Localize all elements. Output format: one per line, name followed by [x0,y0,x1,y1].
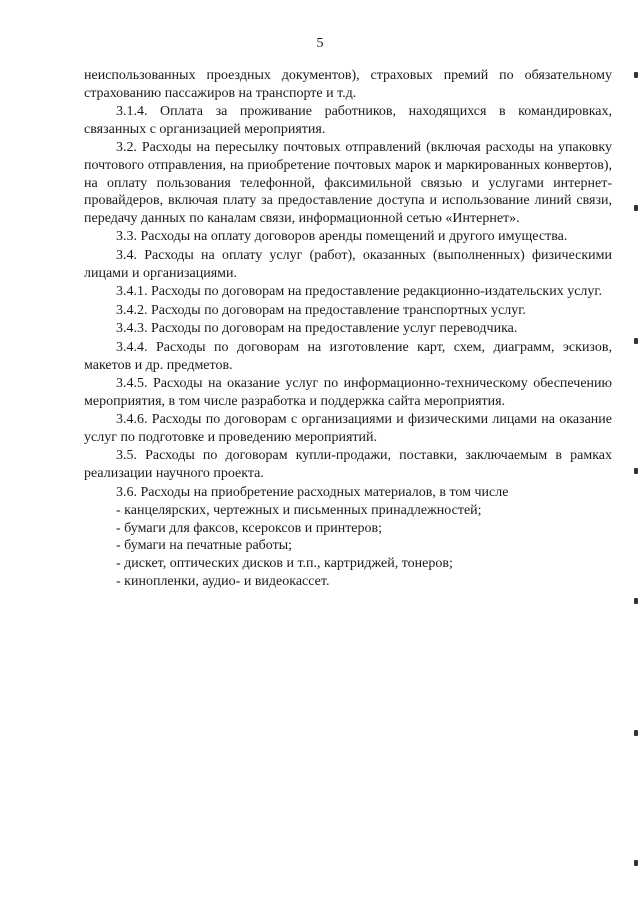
paragraph: 3.6. Расходы на приобретение расходных материалов, в том числе [116,484,509,500]
paragraph: 3.4.5. Расходы на оказание услуг по информационно-техническому обеспечению мероприятия, в том числе разработка и поддержка сайта мероприятия. [84,376,612,409]
scan-edge-mark [634,205,638,211]
paragraph: 3.4.4. Расходы по договорам на изготовление карт, схем, диаграмм, эскизов, макетов и др. предметов. [84,339,612,373]
paragraph: неиспользованных проездных документов), страховых премий по обязательному страхованию пассажиров на транспорте и т.д. [84,68,612,101]
paragraph: 3.4.1. Расходы по договорам на предоставление редакционно-издательских услуг. [116,284,603,300]
paragraph: 3.4.2. Расходы по договорам на предоставление транспортных услуг. [116,302,526,318]
list-item: - кинопленки, аудио- и видеокассет. [116,573,330,589]
paragraph: 3.4.3. Расходы по договорам на предоставление услуг переводчика. [116,321,518,337]
paragraph: 3.1.4. Оплата за проживание работников, находящихся в командировках, связанных с организацией мероприятия. [84,104,612,137]
list-item: - бумаги на печатные работы; [116,538,293,554]
paragraph: 3.2. Расходы на пересылку почтовых отправлений (включая расходы на упаковку почтового отправления, на приобретение почтовых марок и маркированных конвертов), на оплату пользования телефонной, факсимильной связью и услугами интернет-провайдеров, включая плату за предоставление доступа и использование линий связи, передачу данных по каналам связи, информационной сетью «Интернет». [84,140,612,226]
paragraph: 3.4. Расходы на оплату услуг (работ), оказанных (выполненных) физическими лицами и организациями. [84,247,612,281]
scan-edge-mark [634,72,638,78]
scan-edge-mark [634,468,638,474]
page-number: 5 [316,36,324,51]
paragraph: 3.5. Расходы по договорам купли-продажи, поставки, заключаемым в рамках реализации научного проекта. [84,448,612,482]
list-item: - бумаги для факсов, ксероксов и принтеров; [116,520,383,536]
scan-edge-mark [634,338,638,344]
scan-edge-mark [634,860,638,866]
list-item: - канцелярских, чертежных и письменных принадлежностей; [116,503,482,519]
scan-edge-mark [634,730,638,736]
paragraph: 3.3. Расходы на оплату договоров аренды помещений и другого имущества. [116,229,568,245]
paragraph: 3.4.6. Расходы по договорам с организациями и физическими лицами на оказание услуг по подготовке и проведению мероприятий. [84,412,612,445]
document-body [84,67,612,590]
scan-edge-mark [634,598,638,604]
list-item: - дискет, оптических дисков и т.п., картриджей, тонеров; [116,556,453,572]
